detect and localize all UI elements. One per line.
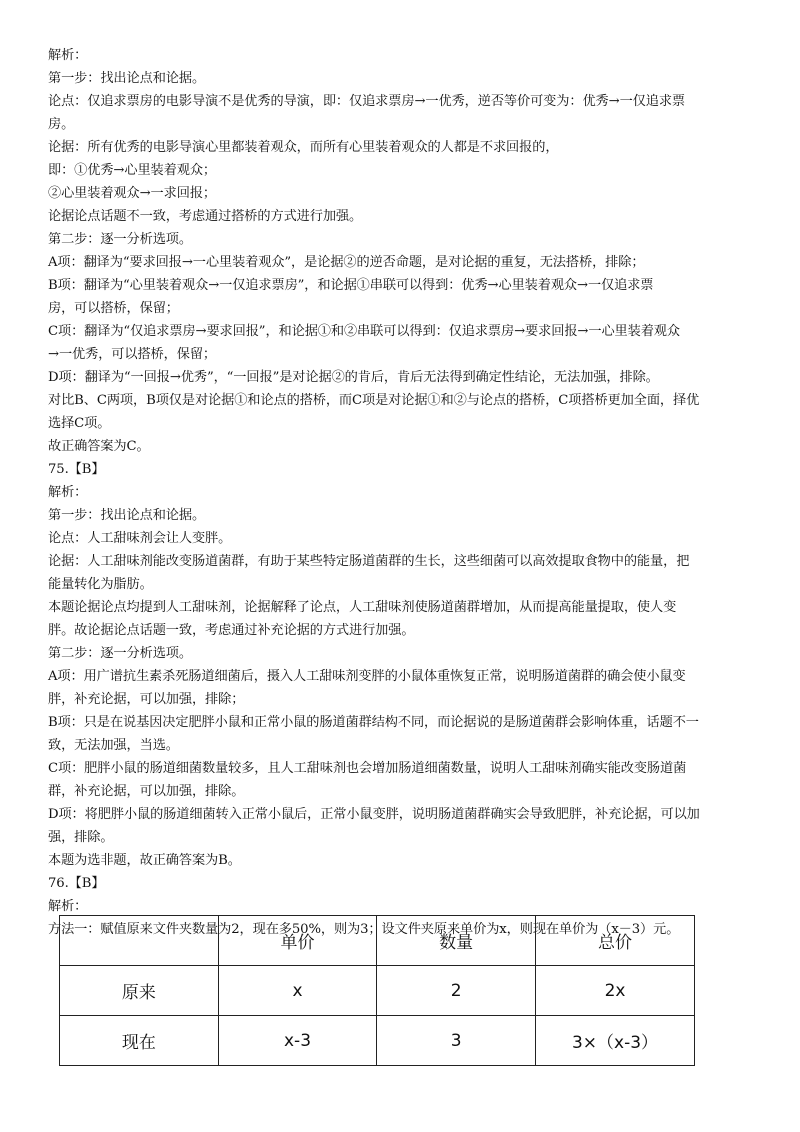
table-cell: 2x [536, 966, 695, 1016]
table-cell: 3 [377, 1016, 536, 1066]
text-line: ②心里装着观众→一求回报； [48, 186, 216, 201]
text-line: 本题为选非题，故正确答案为B。 [48, 853, 241, 868]
text-line: 第一步：找出论点和论据。 [48, 71, 206, 86]
text-line: 强，排除。 [48, 830, 114, 845]
question-number: 75.【B】 [48, 462, 105, 477]
table-cell: x [218, 966, 377, 1016]
text-line: →一优秀，可以搭桥，保留； [48, 347, 216, 362]
text-line: 论据：人工甜味剂能改变肠道菌群，有助于某些特定肠道菌群的生长，这些细菌可以高效提取食物中的能量，把 [48, 554, 690, 569]
document-body [48, 44, 752, 941]
table-cell: 原来 [60, 966, 219, 1016]
table-cell: x-3 [218, 1016, 377, 1066]
text-line: 群，补充论据，可以加强，排除。 [48, 784, 245, 799]
text-line: 对比B、C两项，B项仅是对论据①和论点的搭桥，而C项是对论据①和②与论点的搭桥，C项搭桥更加全面，择优 [48, 393, 700, 408]
text-line: C项：肥胖小鼠的肠道细菌数量较多，且人工甜味剂也会增加肠道细菌数量，说明人工甜味剂确实能改变肠道菌 [48, 761, 687, 776]
text-line: D项：翻译为“一回报→优秀”，“一回报”是对论据②的肯后，肯后无法得到确定性结论，无法加强，排除。 [48, 370, 659, 385]
text-line: 论点：人工甜味剂会让人变胖。 [48, 531, 232, 546]
text-line: 即：①优秀→心里装着观众； [48, 163, 216, 178]
text-line: 胖。故论据论点话题一致，考虑通过补充论据的方式进行加强。 [48, 623, 415, 638]
text-line: 本题论据论点均提到人工甜味剂，论据解释了论点，人工甜味剂使肠道菌群增加，从而提高能量提取，使人变 [48, 600, 677, 615]
table-header-cell [60, 916, 219, 966]
table-header-cell: 总价 [536, 916, 695, 966]
text-line: 解析： [48, 899, 88, 914]
table-header-cell: 单价 [218, 916, 377, 966]
text-line: C项：翻译为“仅追求票房→要求回报”，和论据①和②串联可以得到：仅追求票房→要求回报→一心里装着观众 [48, 324, 680, 339]
table-cell: 2 [377, 966, 536, 1016]
text-line: 房，可以搭桥，保留； [48, 301, 179, 316]
price-table [59, 915, 695, 1066]
text-line: 论据论点话题不一致，考虑通过搭桥的方式进行加强。 [48, 209, 363, 224]
text-line: 胖，补充论据，可以加强，排除； [48, 692, 245, 707]
question-number: 76.【B】 [48, 876, 105, 891]
text-line: 第一步：找出论点和论据。 [48, 508, 206, 523]
table-row [60, 1016, 695, 1066]
text-line: 论据：所有优秀的电影导演心里都装着观众，而所有心里装着观众的人都是不求回报的， [48, 140, 559, 155]
text-line: 方法一：赋值原来文件夹数量为2，现在多50%，则为3；设文件夹原来单价为x，则现在单价为（x－3）元。 [48, 922, 680, 937]
table-cell: 现在 [60, 1016, 219, 1066]
text-line: B项：只是在说基因决定肥胖小鼠和正常小鼠的肠道菌群结构不同，而论据说的是肠道菌群会影响体重，话题不一 [48, 715, 699, 730]
text-line: B项：翻译为“心里装着观众→一仅追求票房”，和论据①串联可以得到：优秀→心里装着观众→一仅追求票 [48, 278, 654, 293]
text-line: 第二步：逐一分析选项。 [48, 646, 192, 661]
text-line: 解析： [48, 485, 88, 500]
text-line: 选择C项。 [48, 416, 111, 431]
text-line: 能量转化为脂肪。 [48, 577, 153, 592]
text-line: 致，无法加强，当选。 [48, 738, 179, 753]
text-line: 论点：仅追求票房的电影导演不是优秀的导演，即：仅追求票房→一优秀，逆否等价可变为：优秀→一仅追求票 [48, 94, 686, 109]
text-line: A项：用广谱抗生素杀死肠道细菌后，摄入人工甜味剂变胖的小鼠体重恢复正常，说明肠道菌群的确会使小鼠变 [48, 669, 686, 684]
text-line: D项：将肥胖小鼠的肠道细菌转入正常小鼠后，正常小鼠变胖，说明肠道菌群确实会导致肥胖，补充论据，可以加 [48, 807, 700, 822]
text-line: 解析： [48, 48, 88, 63]
table-header-row [60, 916, 695, 966]
table-header-cell: 数量 [377, 916, 536, 966]
text-line: 故正确答案为C。 [48, 439, 150, 454]
text-line: A项：翻译为“要求回报→一心里装着观众”，是论据②的逆否命题，是对论据的重复，无法搭桥，排除； [48, 255, 645, 270]
table-cell: 3×（x-3） [536, 1016, 695, 1066]
text-line: 房。 [48, 117, 75, 132]
text-line: 第二步：逐一分析选项。 [48, 232, 192, 247]
table-row [60, 966, 695, 1016]
